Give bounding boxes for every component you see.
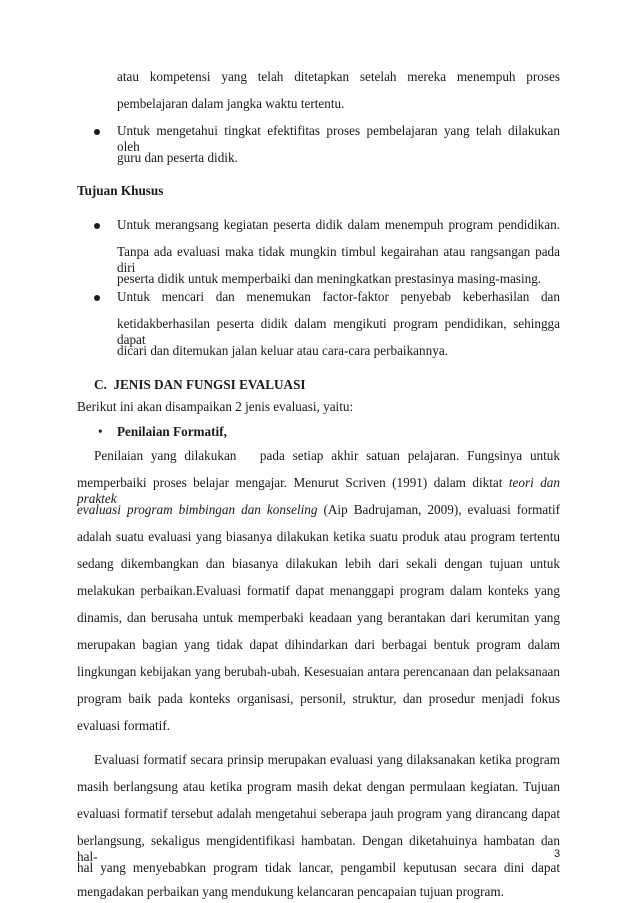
list-item-text: atau kompetensi yang telah ditetapkan setelah mereka menempuh proses [117,69,560,84]
list-item-text: Untuk mencari dan menemukan factor-faktor penyebab keberhasilan dan [117,289,560,304]
intro-text: Berikut ini akan disampaikan 2 jenis evaluasi, yaitu: [77,399,354,414]
paragraph-line: Evaluasi formatif secara prinsip merupakan evaluasi yang dilaksanakan ketika program [94,752,560,767]
bullet-icon [94,223,100,229]
citation-title: teori dan praktek [77,475,564,506]
paragraph-line: sedang dikembangkan dan biasanya dilakukan lebih dari sekali dengan tujuan untuk [77,556,560,571]
paragraph-text: memperbaiki proses belajar mengajar. Menurut Scriven (1991) dalam diktat [77,475,509,490]
list-item-text: Untuk mengetahui tingkat efektifitas proses pembelajaran yang telah dilakukan oleh [117,123,560,154]
paragraph-line: dinamis, dan berusaha untuk memperbaki keadaan yang berantakan dari kerumitan yang [77,610,560,625]
section-heading: C. JENIS DAN FUNGSI EVALUASI [94,377,306,392]
list-item-text: ketidakberhasilan peserta didik dalam mengikuti program pendidikan, sehingga dapat [117,316,560,347]
paragraph-line: adalah suatu evaluasi yang biasanya dilakukan ketika suatu produk atau program tertentu [77,529,560,544]
citation-title: evaluasi program bimbingan dan konseling [77,502,318,517]
section-heading: Tujuan Khusus [77,183,164,198]
list-item-text: pembelajaran dalam jangka waktu tertentu. [117,96,345,111]
paragraph-line: lingkungan kebijakan yang berubah-ubah. Kesesuaian antara perencanaan dan pelaksanaan [77,664,560,679]
paragraph-line [77,502,560,518]
page-number: 3 [554,848,561,860]
paragraph-line: mengadakan perbaikan yang mendukung kelancaran pencapaian tujuan program. [77,884,504,899]
paragraph-line: hal yang menyebabkan program tidak lancar, pengambil keputusan secara dini dapat [77,860,560,875]
paragraph-line: evaluasi formatif tersebut adalah mengetahui seberapa jauh program yang dirancang dapat [77,806,560,821]
subheading: Penilaian Formatif, [117,424,227,439]
paragraph-line: program baik pada konteks organisasi, personil, struktur, dan prosedur menjadi fokus [77,691,560,706]
list-item-text: peserta didik untuk memperbaiki dan meningkatkan prestasinya masing-masing. [117,271,542,286]
bullet-marker: • [98,424,103,439]
paragraph-line: melakukan perbaikan.Evaluasi formatif dapat menanggapi program dalam konteks yang [77,583,560,598]
list-item-text: guru dan peserta didik. [117,150,238,165]
paragraph-line: berlangsung, sekaligus mengidentifikasi hambatan. Dengan diketahuinya hambatan dan hal- [77,833,560,864]
list-item-text: Untuk merangsang kegiatan peserta didik dalam menempuh program pendidikan. [117,217,560,232]
bullet-icon [94,295,100,301]
paragraph-text: (Aip Badrujaman, 2009), evaluasi formatif [317,502,560,517]
paragraph-line: masih berlangsung atau ketika program masih dekat dengan permulaan kegiatan. Tujuan [77,779,560,794]
paragraph-line: evaluasi formatif. [77,718,171,733]
list-item-text: dicari dan ditemukan jalan keluar atau cara-cara perbaikannya. [117,343,448,358]
paragraph-line: Penilaian yang dilakukan pada setiap akhir satuan pelajaran. Fungsinya untuk [94,448,560,463]
list-item-text: Tanpa ada evaluasi maka tidak mungkin timbul kegairahan atau rangsangan pada diri [117,244,560,275]
bullet-icon [94,129,100,135]
paragraph-line: merupakan bagian yang tidak dapat dihindarkan dari berbagai bentuk program dalam [77,637,560,652]
